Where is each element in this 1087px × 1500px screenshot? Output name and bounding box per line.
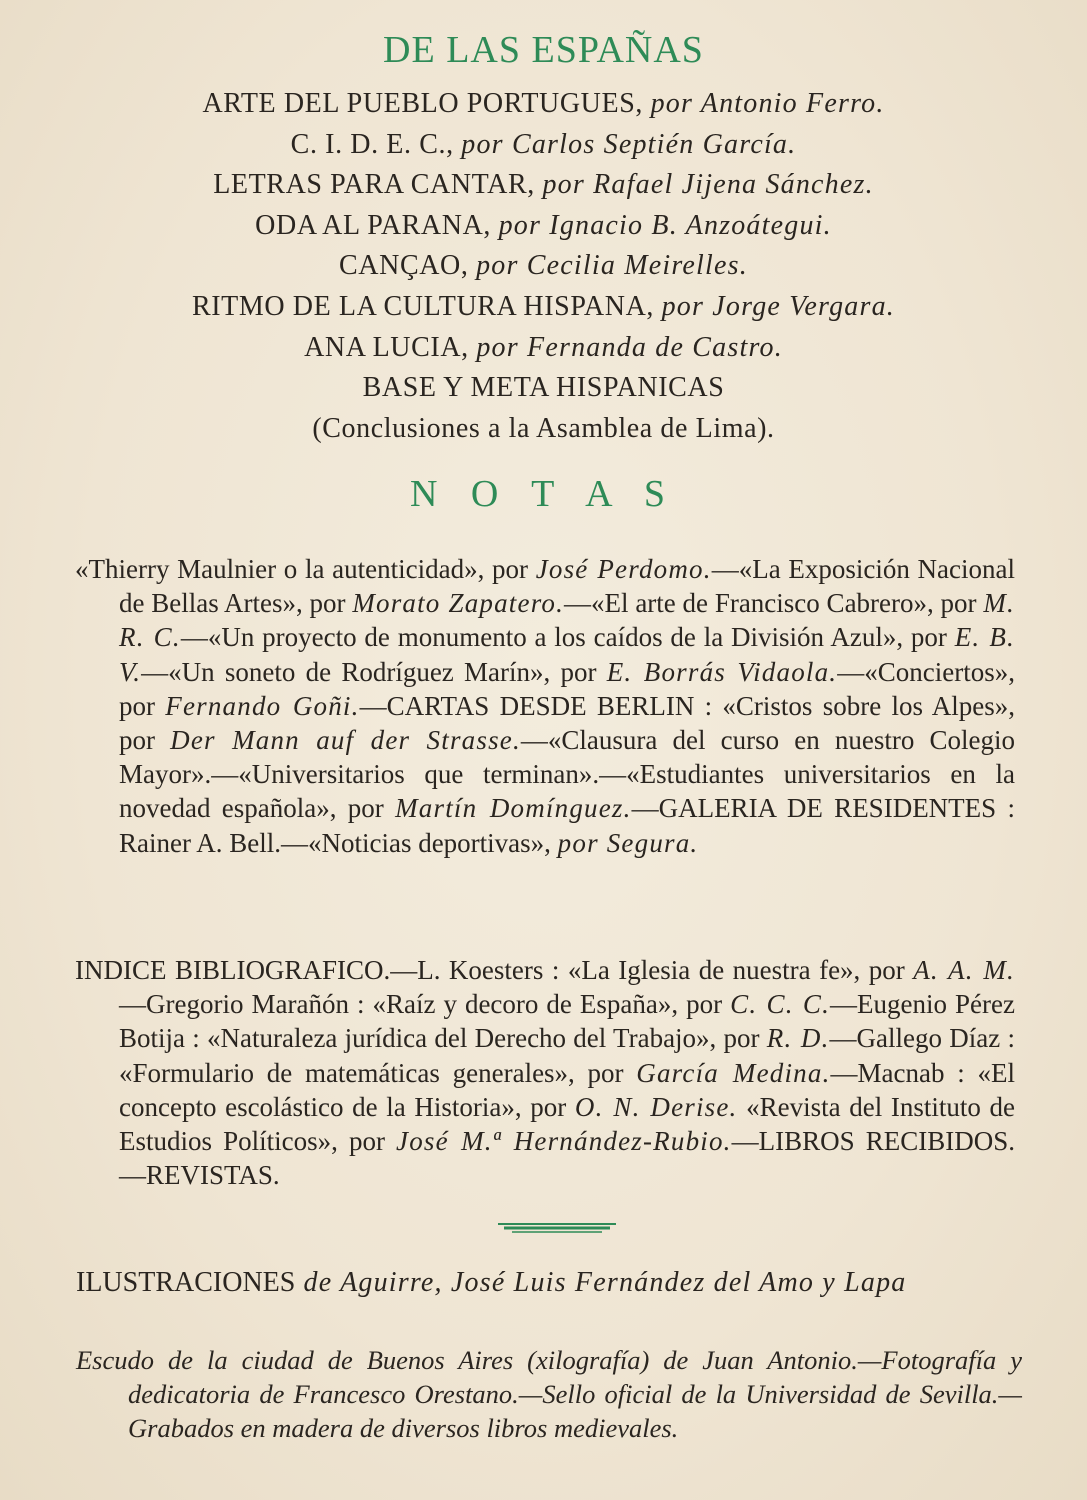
text-run: —LIBROS RECIBIDOS.—REVISTAS.	[119, 1126, 1015, 1191]
text-run: —CARTAS DESDE BERLIN : «Cristos sobre los Alpes», por	[119, 690, 1015, 756]
text-run: —«Un proyecto de monumento a los caídos de la División Azul», por	[180, 622, 955, 653]
text-run: —Gregorio Marañón : «Raíz y decoro de España», por	[119, 989, 731, 1020]
toc-line	[0, 125, 1087, 166]
indice-bibliografico-paragraph	[75, 953, 1015, 1192]
text-run: —Macnab : «El concepto escolástico de la Historia», por	[119, 1057, 1015, 1122]
toc-line	[0, 287, 1087, 328]
section-heading-de-las-espanas: DE LAS ESPAÑAS	[383, 29, 704, 71]
toc-title: BASE Y META HISPANICAS	[362, 372, 725, 404]
toc-line	[0, 409, 1087, 450]
author-name: A. A. M.	[913, 955, 1016, 985]
author-name: Martín Domínguez.	[395, 793, 632, 824]
text-run: —«La Exposición Nacional de Bellas Artes», por	[119, 554, 1015, 619]
author-name: E. Borrás Vidaola.	[606, 656, 838, 687]
toc-line	[0, 368, 1087, 409]
ornamental-divider	[498, 1219, 616, 1237]
toc-title: LETRAS PARA CANTAR,	[213, 169, 535, 201]
author-name: José M.ª Hernández-Rubio.	[396, 1126, 732, 1157]
text-run: —Gallego Díaz : «Formulario de matemáticas generales», por	[119, 1023, 1015, 1088]
author-name: R. D.	[766, 1023, 830, 1054]
author-name: Morato Zapatero.	[352, 588, 565, 619]
section-heading-notas: N O T A S	[409, 473, 678, 515]
text-run: —«Un soneto de Rodríguez Marín», por	[141, 656, 607, 687]
toc-line	[0, 328, 1087, 369]
toc-author: por Antonio Ferro.	[650, 88, 885, 119]
toc-title: ARTE DEL PUEBLO PORTUGUES,	[202, 88, 643, 119]
text-run: INDICE BIBLIOGRAFICO.—L. Koesters : «La Iglesia de nuestra fe», por	[75, 955, 914, 985]
text-run: —«Clausura del curso en nuestro Colegio Mayor».—«Universitarios que terminan».—«Estudiantes universitarios en la novedad española», por	[119, 725, 1016, 824]
toc-title: C. I. D. E. C.,	[290, 128, 454, 160]
toc-author: por Jorge Vergara.	[661, 290, 896, 322]
author-name: José Perdomo.	[535, 554, 712, 584]
text-run: «Thierry Maulnier o la autenticidad», por	[75, 554, 536, 584]
author-name: C. C. C.	[730, 989, 831, 1020]
illustration-credits: Escudo de la ciudad de Buenos Aires (xilografía) de Juan Antonio.—Fotografía y dedicatoria de Francesco Orestano.—Sello oficial de la Universidad de Sevilla.—Grabados en madera de diversos libros medievales.	[76, 1344, 1022, 1443]
author-name: O. N. Derise.	[574, 1091, 738, 1122]
author-name: M. R. C.	[119, 588, 1015, 653]
toc-author: por Cecilia Meirelles.	[476, 250, 748, 282]
author-name: García Medina.	[636, 1057, 831, 1088]
ilustraciones-label: ILUSTRACIONES	[76, 1267, 296, 1298]
table-of-contents	[0, 84, 1087, 449]
text-run: —«El arte de Francisco Cabrero», por	[564, 588, 984, 619]
toc-title: ANA LUCIA,	[304, 331, 469, 363]
toc-line	[0, 206, 1087, 247]
illustrators: de Aguirre, José Luis Fernández del Amo y Lapa	[295, 1267, 907, 1298]
toc-line	[0, 84, 1087, 125]
text-run: «Revista del Instituto de Estudios Políticos», por	[119, 1091, 1016, 1157]
author-name: Der Mann auf der Strasse.	[170, 725, 521, 756]
toc-line	[0, 246, 1087, 287]
toc-author: por Ignacio B. Anzoátegui.	[498, 209, 832, 241]
toc-title: RITMO DE LA CULTURA HISPANA,	[191, 290, 654, 322]
text-run: —«Conciertos», por	[119, 656, 1015, 721]
toc-title: ODA AL PARANA,	[255, 209, 491, 241]
toc-title: (Conclusiones a la Asamblea de Lima).	[312, 412, 775, 444]
toc-author: por Carlos Septién García.	[461, 128, 797, 160]
toc-title: CANÇAO,	[339, 250, 469, 282]
author-name: Fernando Goñi.	[165, 690, 360, 721]
toc-author: por Fernanda de Castro.	[476, 331, 783, 363]
text-run: —GALERIA DE RESIDENTES : Rainer A. Bell.—«Noticias deportivas»,	[119, 793, 1015, 858]
toc-line	[0, 165, 1087, 206]
author-name: E. B. V.	[119, 622, 1015, 687]
notas-paragraph	[75, 552, 1015, 860]
text-run: —Eugenio Pérez Botija : «Naturaleza jurídica del Derecho del Trabajo», por	[119, 989, 1015, 1054]
ilustraciones-line	[76, 1265, 1036, 1301]
author-name: por Segura.	[557, 827, 699, 858]
toc-author: por Rafael Jijena Sánchez.	[542, 169, 874, 201]
